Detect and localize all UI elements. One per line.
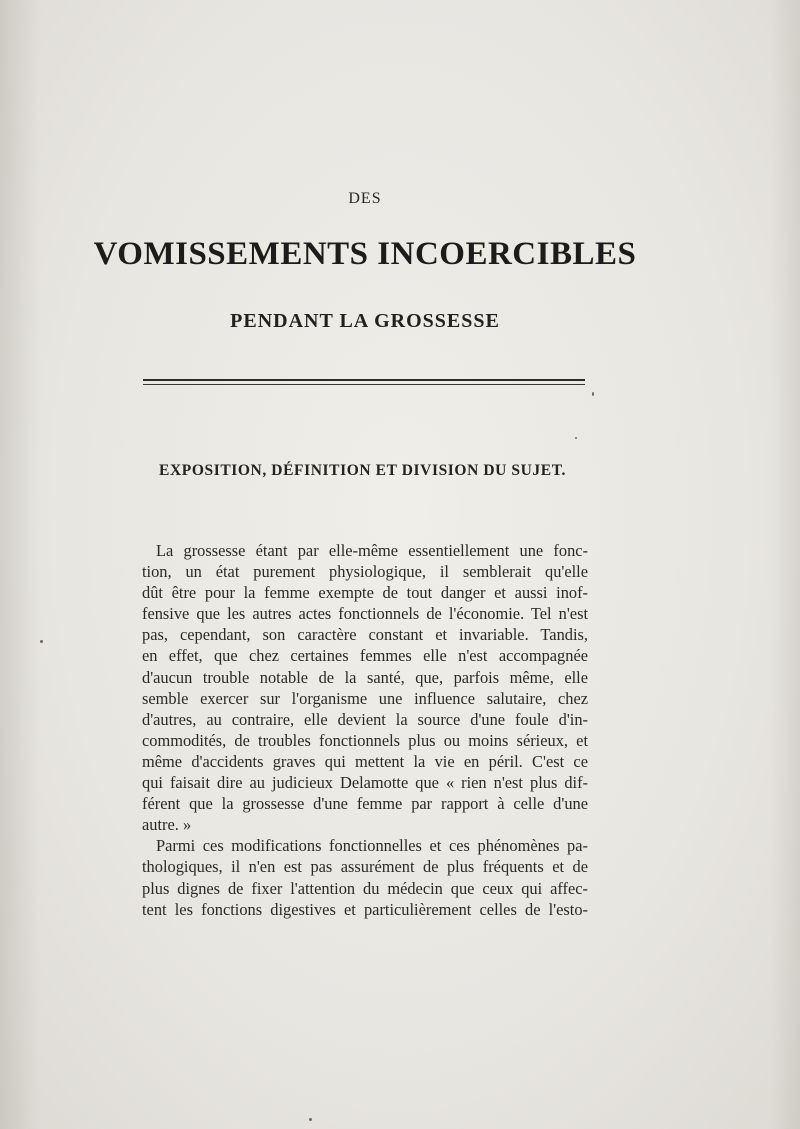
paper-speck (40, 640, 43, 643)
paragraph-line: pas, cependant, son caractère constant et invariable. Tandis, (142, 625, 588, 645)
paragraph-line: La grossesse étant par elle-même essentiellement une fonc- (156, 541, 588, 560)
page-edge-shadow-left (0, 0, 40, 1129)
paragraph-line: même d'accidents graves qui mettent la vie en péril. C'est ce (142, 751, 588, 771)
page-title: VOMISSEMENTS INCOERCIBLES (93, 236, 637, 272)
pre-title: DES (348, 190, 382, 207)
paragraph-line: fensive que les autres actes fonctionnels de l'économie. Tel n'est (142, 604, 588, 624)
paragraph-line: tion, un état purement physiologique, il semblerait qu'elle (142, 562, 588, 582)
body-text (142, 540, 588, 920)
paragraph-line: semble exercer sur l'organisme une influence salutaire, chez (142, 688, 588, 708)
paragraph-line: dût être pour la femme exempte de tout danger et aussi inof- (142, 583, 588, 603)
paragraph-line: d'autres, au contraire, elle devient la source d'une foule d'in- (142, 709, 588, 729)
paragraph-line: férent que la grossesse d'une femme par rapport à celle d'une (142, 794, 588, 814)
paragraph-line: autre. » (142, 815, 192, 835)
rule-thick-line (143, 379, 585, 381)
paragraph-line: thologiques, il n'en est pas assurément de plus fréquents et de (142, 857, 588, 877)
paragraph-line: en effet, que chez certaines femmes elle n'est accompagnée (142, 646, 588, 666)
page-subtitle: PENDANT LA GROSSESSE (230, 310, 500, 332)
paper-speck (592, 392, 594, 396)
paragraph-line: plus dignes de fixer l'attention du médecin que ceux qui affec- (142, 878, 588, 898)
page-edge-shadow-right (770, 0, 800, 1129)
rule-thin-line (143, 384, 585, 385)
paragraph-line: d'aucun trouble notable de la santé, que, parfois même, elle (142, 667, 588, 687)
section-heading: EXPOSITION, DÉFINITION ET DIVISION DU SUJET. (159, 462, 566, 479)
paragraph-line: commodités, de troubles fonctionnels plus ou moins sérieux, et (142, 730, 588, 750)
double-rule-divider (143, 379, 585, 387)
paper-speck (575, 437, 577, 439)
paragraph-line: Parmi ces modifications fonctionnelles et ces phénomènes pa- (156, 836, 588, 856)
paper-speck (309, 1118, 312, 1121)
paragraph-line: qui faisait dire au judicieux Delamotte que « rien n'est plus dif- (142, 773, 588, 793)
paragraph-line: tent les fonctions digestives et particulièrement celles de l'esto- (142, 899, 588, 919)
